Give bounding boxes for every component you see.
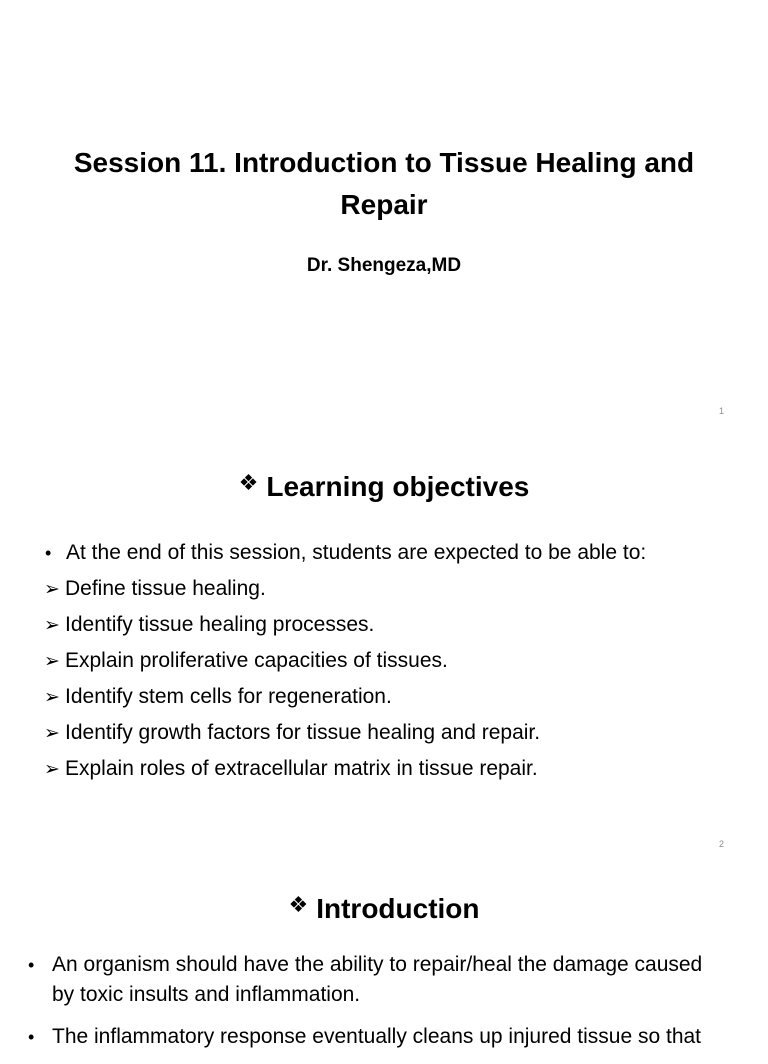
list-item-text: At the end of this session, students are expected to be able to:	[66, 541, 647, 564]
diamond-bullet-icon: ❖	[288, 893, 309, 918]
arrow-bullet-icon: ➢	[44, 578, 60, 600]
arrow-bullet-icon: ➢	[44, 722, 60, 744]
list-item	[44, 646, 744, 682]
list-item	[44, 538, 744, 574]
section-heading	[0, 891, 768, 930]
list-item	[44, 574, 744, 610]
arrow-bullet-icon: ➢	[44, 758, 60, 780]
slide-2	[0, 432, 768, 864]
slide-1	[0, 0, 768, 432]
list-item	[28, 1022, 728, 1052]
list-item-text: The inflammatory response eventually cleans up injured tissue so that	[52, 1025, 702, 1048]
bullet-dot-icon: •	[45, 543, 52, 563]
list-item	[44, 754, 744, 790]
slide-title: Session 11. Introduction to Tissue Healing and Repair	[73, 147, 695, 220]
list-item	[44, 610, 744, 646]
list-item	[44, 682, 744, 718]
arrow-bullet-icon: ➢	[44, 614, 60, 636]
list-item-text: Explain proliferative capacities of tissues.	[65, 649, 448, 672]
arrow-bullet-icon: ➢	[44, 650, 60, 672]
list-item-text: Identify tissue healing processes.	[65, 613, 375, 636]
bullet-dot-icon: •	[28, 955, 35, 975]
list-item	[28, 950, 728, 1010]
objectives-list	[44, 538, 744, 790]
heading-text: Introduction	[316, 893, 480, 924]
slide-author: Dr. Shengeza,MD	[306, 255, 462, 276]
slide-3	[0, 864, 768, 1048]
page-number: 2	[718, 839, 724, 849]
list-item-text: An organism should have the ability to repair/heal the damage caused by toxic insults and inflammation.	[52, 953, 703, 1006]
arrow-bullet-icon: ➢	[44, 686, 60, 708]
list-item-text: Identify growth factors for tissue healing and repair.	[65, 721, 541, 744]
section-heading	[0, 469, 768, 508]
heading-text: Learning objectives	[266, 471, 530, 502]
bullet-dot-icon: •	[28, 1027, 35, 1047]
diamond-bullet-icon: ❖	[238, 471, 259, 496]
intro-list	[28, 950, 728, 1064]
page-number: 1	[718, 406, 724, 416]
list-item-text: Explain roles of extracellular matrix in tissue repair.	[65, 757, 538, 780]
list-item	[44, 718, 744, 754]
list-item-text: Identify stem cells for regeneration.	[65, 685, 392, 708]
list-item-text: Define tissue healing.	[65, 577, 266, 600]
